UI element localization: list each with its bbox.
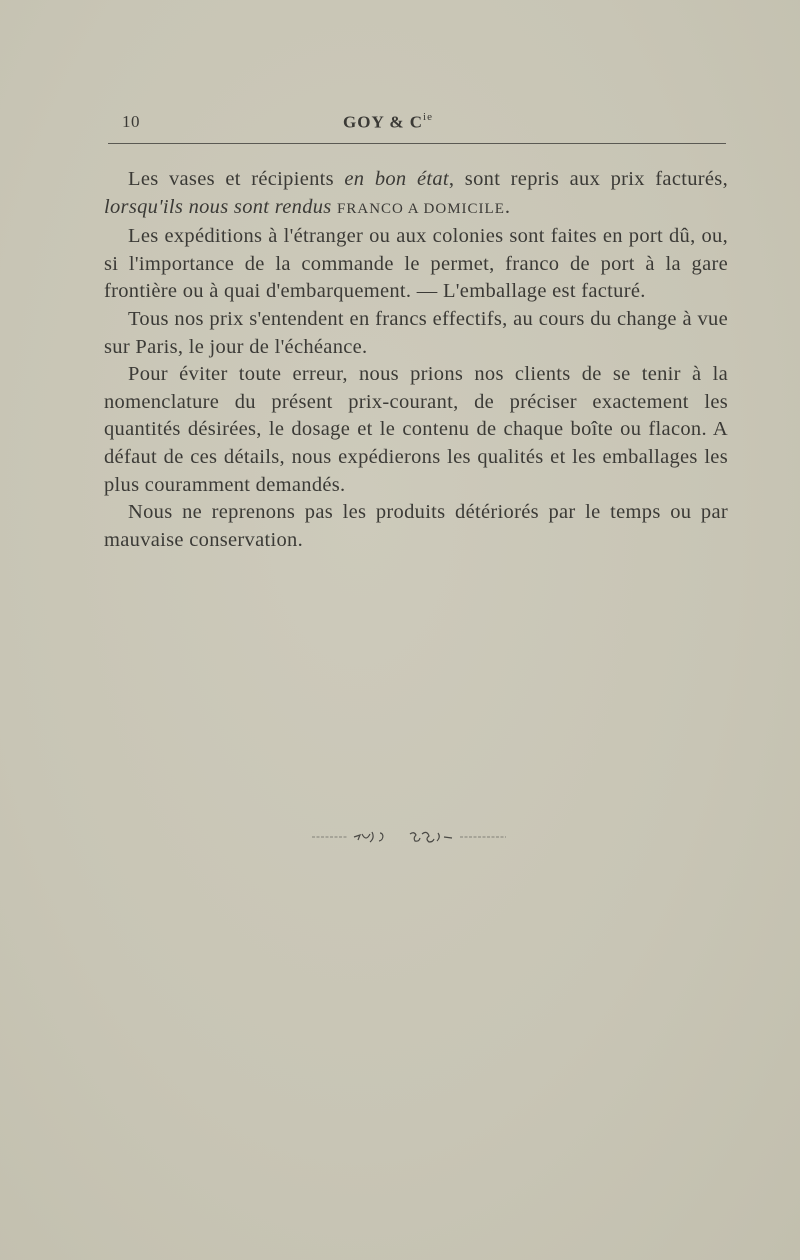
body-text <box>104 166 728 554</box>
paragraph-returns-italic-2: lorsqu'ils nous sont rendus <box>104 195 332 218</box>
paragraph-returns-smallcaps: FRANCO A DOMICILE <box>337 200 505 217</box>
page-number: 10 <box>122 112 140 131</box>
running-head <box>343 112 433 133</box>
paragraph-returns-period: . <box>504 195 511 218</box>
paragraph-returns-text-1: Les vases et récipients <box>128 168 345 190</box>
paragraph-orders: Pour éviter toute erreur, nous prions nos clients de se tenir à la nomenclature du présent prix-courant, de préciser exactement les quantités désirées, le dosage et le contenu de chaque boîte ou flacon. A défaut de ces détails, nous expédierons les qualités et les emballages les plus couramment demandés. <box>104 363 728 496</box>
paragraph-returns <box>104 166 728 223</box>
header-rule <box>108 143 726 144</box>
running-head-text: GOY & C <box>343 112 424 132</box>
paragraph-returns-text-2: , sont repris aux prix facturés, <box>448 168 728 190</box>
paragraph-damaged-goods: Nous ne reprenons pas les produits détériorés par le temps ou par mauvaise conservation. <box>104 501 728 551</box>
running-head-superscript: ie <box>423 111 433 123</box>
paragraph-shipping: Les expéditions à l'étranger ou aux colonies sont faites en port dû, ou, si l'importance de la commande le permet, franco de port à la gare frontière ou à quai d'embarquement. — L'emballage est facturé. <box>104 225 728 303</box>
tailpiece-ornament-icon <box>310 826 510 846</box>
paragraph-prices: Tous nos prix s'entendent en francs effectifs, au cours du change à vue sur Paris, le jour de l'échéance. <box>104 307 728 358</box>
paragraph-returns-italic-1: en bon état <box>344 168 449 190</box>
